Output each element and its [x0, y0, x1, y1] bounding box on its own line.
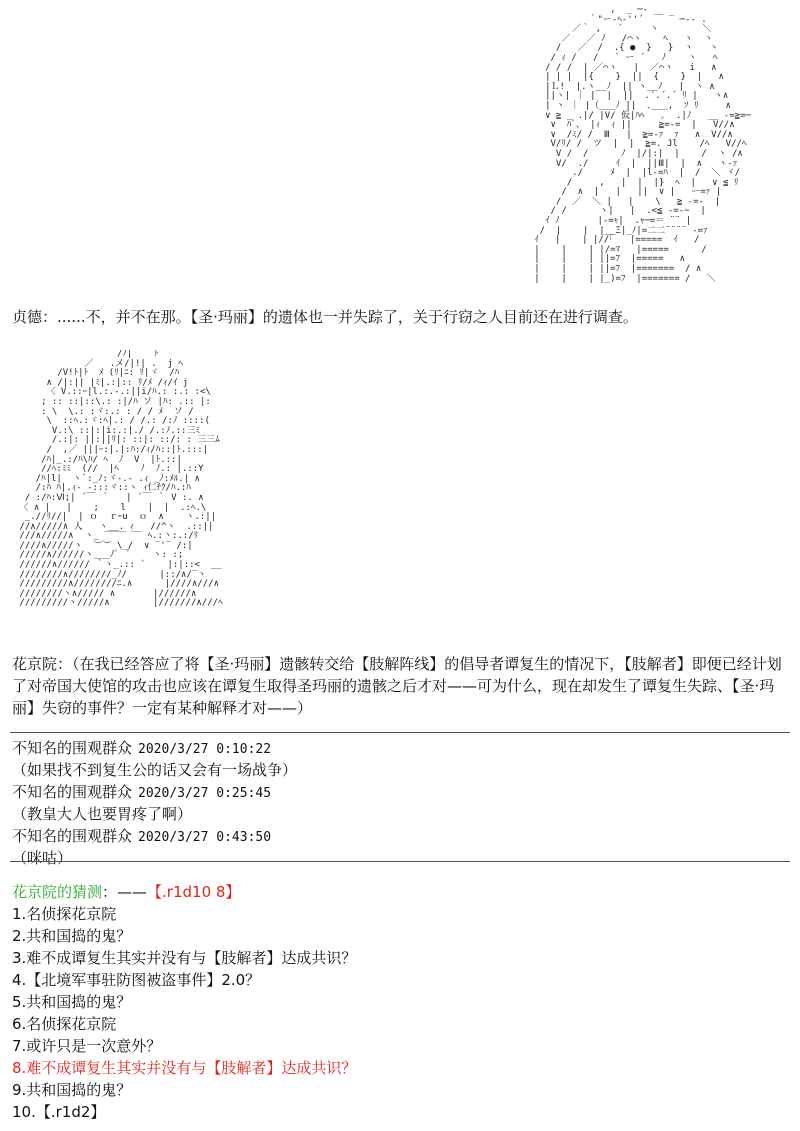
guess-item-highlighted: 8.难不成谭复生其实并没有与【肢解者】达成共识？ [12, 1059, 357, 1077]
guess-item: 3.难不成谭复生其实并没有与【肢解者】达成共识？ [12, 949, 357, 967]
comment-time: 2020/3/27 0:10:22 [138, 742, 272, 757]
guess-item: 4.【北境军事驻防图被盗事件】2.0？ [12, 971, 261, 989]
guess-label: 花京院的猜测 [12, 883, 103, 901]
comment-header [12, 737, 271, 761]
guess-header [12, 881, 240, 903]
guess-roll: 【.r1d10 8】 [147, 883, 241, 901]
guess-item: 1.名侦探花京院 [12, 905, 117, 923]
dialogue-kakyoin: 花京院：（在我已经答应了将【圣·玛丽】遗骸转交给【肢解阵线】的倡导者谭复生的情况下，【肢解者】即便已经计划了对帝国大使馆的攻击也应该在谭复生取得圣玛丽的遗骸之后才对——可为什么，现在却发生了谭复生失踪、【圣·玛丽】失窃的事件？一定有某种解释才对——） [12, 655, 782, 717]
comment-time: 2020/3/27 0:43:50 [138, 830, 272, 845]
guess-item: 7.或许只是一次意外？ [12, 1037, 162, 1055]
dialogue-jeanne: 贞德：......不，并不在那。【圣·玛丽】的遗体也一并失踪了，关于行窃之人目前还在进行调查。 [12, 308, 638, 326]
divider-top [10, 732, 790, 733]
divider-bottom [10, 861, 790, 862]
comment-text: （教皇大人也要胃疼了啊） [12, 805, 193, 823]
comment-author: 不知名的围观群众 [12, 783, 133, 801]
comment-text: （咪咕） [12, 849, 73, 867]
guess-item: 2.共和国捣的鬼？ [12, 927, 132, 945]
comment-text: （如果找不到复生公的话又会有一场战争） [12, 761, 298, 779]
guess-separator: ：—— [102, 883, 148, 901]
character-ascii-art-kakyoin: /ﾉ| ﾄ ／ .メ/|!| . j ﾍ /V!ﾄ|ﾄ ﾒ (ﾘ|ﾆ: ﾘ|ヾ /ﾊ ∧ /|:|| |ﾐ|.:|:: ﾘ/ﾒ /ｨ/ｲ j 〈 V.::ｰ|l.:.-.:||i/ﾊ.: :.: :<\ ; :: ::|::\.: :|/ﾊ ソ |ﾊ: .:: |: : \ \.: :ヾ:.: : / / ﾒ ソ / \ ::ﾍ.:ヾ:ﾍ|.: / /.: /:ﾉ ::::( V.:\ ::|:|i:.:|./ /.:ﾉ.::三ﾐ /.:|: ||:||ﾘ|: ::|: ::/: : 三三ﾑ / ,／ |||ｰ:|.|:ﾊ:/ｨ/ﾊ::|ﾄ.:::| /ﾊ|_.:/ﾊ\ﾊ/ ﾍ ﾉ V |ﾄ.::| //ﾍ:ﾐﾐ (// |ﾍ ﾉ ﾉ.: |.::Y /ﾊ|l| ヽ`:_ﾉ:ヾ-.- .ｨ _ﾉ:ﾒﾙ.| ∧ /:ﾊ ﾊ|.ｨ- ‐:::ヾ::ヽ ｨ仁ﾁｸ/ﾊ.:ﾊ / :/ﾊ:Ⅵ;| ´￣ ｀ | ´￣ ｀ V :. ∧ 〈 ∧ | | ; l | | .:ﾍ.\ _.//ﾘ//| | ｏ ｒｰu ｏ ∧ ヽ.:|| //∧/////∧ 人 ヽ__. ｨ //^ヽ .::|| ///∧/////∧ ヽ_ ‾‾‾‾ ‾‾ ﾍ.:丶:.:/ﾘ ////∧/////ヽ ︶︶ \_/ ∨ ‾'‾ /:| /////∧//////ヽ___ﾉﾟ ﾞ ヽ: :; //////∧////// ｀ヽ_.:: ` |:|::< __ ////////∧////////_ﾉ/ |::/∧/‾ヽ /////////∧////////ﾆ.∧ |////∧///∧ ////////ヽ∧///// ∧ |//////∧ /////////ヽ/////∧ |///////∧///ﾍ [19, 350, 223, 609]
character-ascii-art-jeanne: , _ ─- ｀"ー-ﾍ-''´ ￣ ‾ ─-- . ／｀ , ´ ヽ ＼ ／ ／ ﾉ /⌒ヽ ﾍ ヽ ヽ / ／ / .{ ● } } ヽ ヽ / ｨ / / ` ー ´ ﾉ ヽ ﾍ / / / | ／⌒ヽ | ／⌒ヽ i ∧ | | | |{ } || { } | ∧ |Ｌ! |.ヽ__ﾉ || ヽ__ﾉ | ヽ ∧ ||ヽ| ｜ | | || .´.´.´ ﾘ | ヽ∧ | ヽ ｜ |（___ﾉ || ､___, ｿ ﾘ ∧ ∨ ≧ _ .|/ |V/ 仮|ﾊﾍ ｡ .|ﾉ __ ‐=≧=─ ∨ ﾊﾞ、 |ｨ ｨ || ≧=‐= | V//∧ ∨ /ﾐ/ / Ⅲ | ≧=-ｧ ｧ ∧ V//∧ V/ﾘ/ / ツ | | ≧=. Jl /ﾍ V//ﾍ V / / ﾉ |/|:| | / ヽ /∧ V/ ./ ｲ | ||Ⅲ| | ∧ ヽ-ｧ ./ ﾒ | |l-=ﾊ | / ＼ ヾ/ / , | | |} ﾍ | ∨ ≦ ﾘ / ∧ | | || ∨ | ー=ｧ | / ／ ＼ | | \ ≧ ‐=‐ | / / ヽ| | .<≦ -=‐~ | ｲ ﾉ |‐=ｬ| .ｬ─=＝ ¨¨ | / | | |__Ξ|_ﾉ|=二二¨¨¨¨ ‐=ｧ ｲ | | |//｢ |===== ｲ / | | | |/=ﾏ |===== / | | | ||=ﾌ |===== ∧ | | | ||=ﾌ |======= / ∧ | | | |_)=ﾌ |======= / ＼ [534, 6, 751, 284]
guess-item: 6.名侦探花京院 [12, 1015, 117, 1033]
guess-item: 5.共和国捣的鬼？ [12, 993, 132, 1011]
guess-item: 10.【.r1d2】 [12, 1103, 106, 1121]
guess-item: 9.共和国捣的鬼？ [12, 1081, 132, 1099]
comment-author: 不知名的围观群众 [12, 827, 133, 845]
comment-header [12, 825, 271, 849]
comment-header [12, 781, 271, 805]
comment-time: 2020/3/27 0:25:45 [138, 786, 272, 801]
comment-author: 不知名的围观群众 [12, 739, 133, 757]
